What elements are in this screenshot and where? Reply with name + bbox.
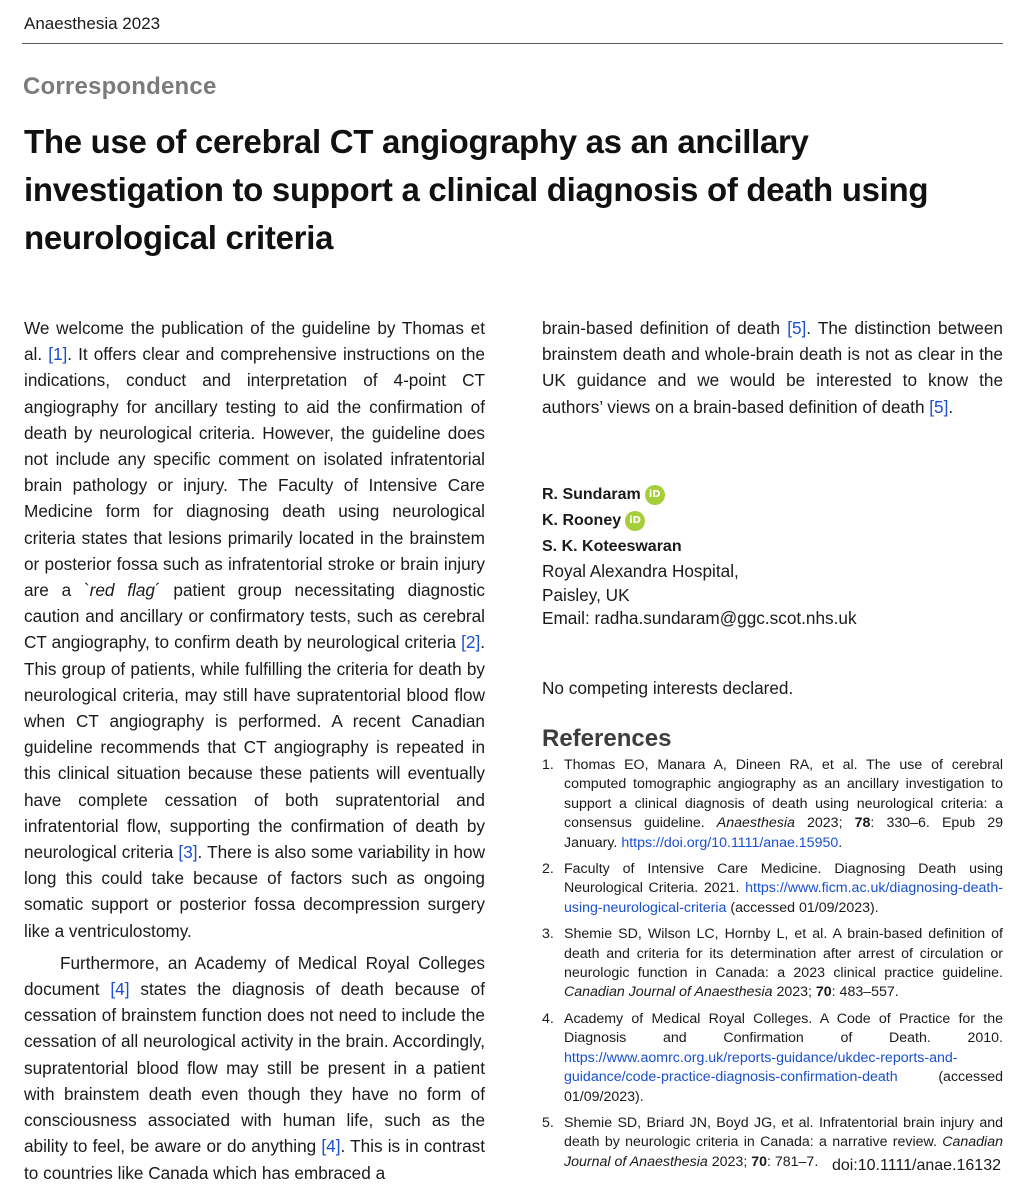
article-title: The use of cerebral CT angiography as an ancillary investigation to support a clinical diagnosis of death using neurological criteria [24,123,929,256]
italic-text: Anaesthesia [716,815,795,832]
reference-url-link[interactable]: https://www.aomrc.org.uk/reports-guidance/ukdec-reports-and-guidance/code-practice-diagnosis-confirmation-death [564,1049,958,1086]
affiliation-line-1: Royal Alexandra Hospital, [542,561,739,581]
author-name: S. K. Koteeswaran [542,538,682,555]
volume-number: 78 [854,815,871,832]
reference-number: 4. [542,1010,554,1027]
reference-text: Faculty of Intensive Care Medicine. Diagnosing Death using Neurological Criteria. 2021. https://www.ficm.ac.uk/diagnosing-death-using-neurological-criteria (accessed 01/09/2023). [564,861,1003,916]
citation-link[interactable]: [4] [110,979,130,1000]
article-doi: doi:10.1111/anae.16132 [831,1157,1001,1174]
orcid-icon[interactable]: iD [645,485,665,505]
author-name: K. Rooney [542,512,622,529]
paragraph-3: brain-based definition of death [5]. The distinction between brainstem death and whole-brain death is not as clear in the UK guidance and we would be interested to know the authors’ views on a brain-based definition of death [5]. [542,318,1003,417]
italic-text: Canadian Journal of Anaesthesia [564,1134,1003,1170]
header-divider [22,43,1003,44]
references-list [542,756,1003,1179]
reference-item [542,1010,1003,1107]
citation-link[interactable]: [4] [321,1136,341,1157]
volume-number: 70 [751,1153,767,1170]
reference-item [542,925,1003,1003]
reference-number: 1. [542,757,554,773]
author-email[interactable]: Email: radha.sundaram@ggc.scot.nhs.uk [542,608,857,628]
references-heading: References [542,725,672,752]
italic-text: red flag [89,580,155,601]
reference-number: 2. [542,861,554,878]
reference-text: Thomas EO, Manara A, Dineen RA, et al. The use of cerebral computed tomographic angiography as an ancillary investigation to support a clinical diagnosis of death using neurological criteria: a consensus guideline. Anaesthesia 2023; 78: 330–6. Epub 29 January. https://doi.org/10.1111/anae.15950. [564,757,1003,851]
paragraph-2: Furthermore, an Academy of Medical Royal Colleges document [4] states the diagnosis of death because of cessation of brainstem function does not need to include the cessation of all neurological activity in the brain. Accordingly, supratentorial blood flow may still be present in a patient with brainstem death even though they have no form of consciousness associated with human life, such as the ability to feel, be aware or do anything [4]. This is in contrast to countries like Canada which has embraced a [24,952,485,1183]
right-column [542,315,1003,420]
citation-link[interactable]: [1] [48,344,68,365]
citation-link[interactable]: [3] [178,842,198,863]
volume-number: 70 [815,984,832,1001]
reference-item [542,756,1003,853]
paragraph-1: We welcome the publication of the guideline by Thomas et al. [1]. It offers clear and comprehensive instructions on the indications, conduct and interpretation of 4-point CT angiography for ancillary testing to aid the confirmation of death by neurological criteria. However, the guideline does not include any specific comment on isolated infratentorial brain pathology or injury. The Faculty of Intensive Care Medicine form for diagnosing death using neurological criteria states that lesions primarily located in the brainstem or posterior fossa such as infratentorial stroke or brain injury are a `red flag´ patient group necessitating diagnostic caution and ancillary or confirmatory tests, such as cerebral CT angiography, to confirm death by neurological criteria [2]. This group of patients, while fulfilling the criteria for death by neurological criteria, may still have supratentorial blood flow when CT angiography is performed. A recent Canadian guideline recommends that CT angiography is repeated in this clinical situation because these patients will eventually have complete cessation of both supratentorial and infratentorial flow, supporting the confirmation of death by neurological criteria [3]. There is also some variability in how long this could take because of factors such as ongoing somatic support or posterior fossa decompression surgery like a ventriculostomy. [24,318,485,941]
citation-link[interactable]: [5] [787,318,807,338]
author-rooney [542,508,1003,534]
reference-item [542,860,1003,918]
orcid-icon[interactable]: iD [625,511,645,531]
reference-text: Shemie SD, Briard JN, Boyd JG, et al. Infratentorial brain injury and death by neurologic criteria in Canada: a narrative review. Canadian Journal of Anaesthesia 2023; 70: 781–7. [564,1114,1003,1170]
citation-link[interactable]: [2] [461,632,481,653]
reference-number: 5. [542,1114,554,1131]
reference-number: 3. [542,926,554,943]
affiliation-line-2: Paisley, UK [542,584,630,605]
section-label: Correspondence [23,73,217,100]
reference-url-link[interactable]: https://www.ficm.ac.uk/diagnosing-death-using-neurological-criteria [564,880,1003,916]
reference-url-link[interactable]: https://doi.org/10.1111/anae.15950 [621,834,839,851]
left-column [24,315,485,1186]
journal-running-head: Anaesthesia 2023 [24,14,161,33]
italic-text: Canadian Journal of Anaesthesia [564,984,773,1001]
author-name: R. Sundaram [542,486,641,503]
author-sundaram [542,482,1003,508]
author-block [542,482,1003,631]
author-koteeswaran [542,534,1003,560]
reference-text: Shemie SD, Wilson LC, Hornby L, et al. A brain-based definition of death and criteria for its determination after arrest of circulation or neurologic function in Canada: a 2023 clinical practice guideline. Canadian Journal of Anaesthesia 2023; 70: 483–557. [564,926,1003,1001]
citation-link[interactable]: [5] [929,396,949,417]
reference-text: Academy of Medical Royal Colleges. A Code of Practice for the Diagnosis and Confirmation of Death. 2010. https://www.aomrc.org.uk/reports-guidance/ukdec-reports-and-guidance/code-practice-diagnosis-confirmation-death (accessed 01/09/2023). [564,1010,1003,1105]
competing-interests: No competing interests declared. [542,678,794,698]
